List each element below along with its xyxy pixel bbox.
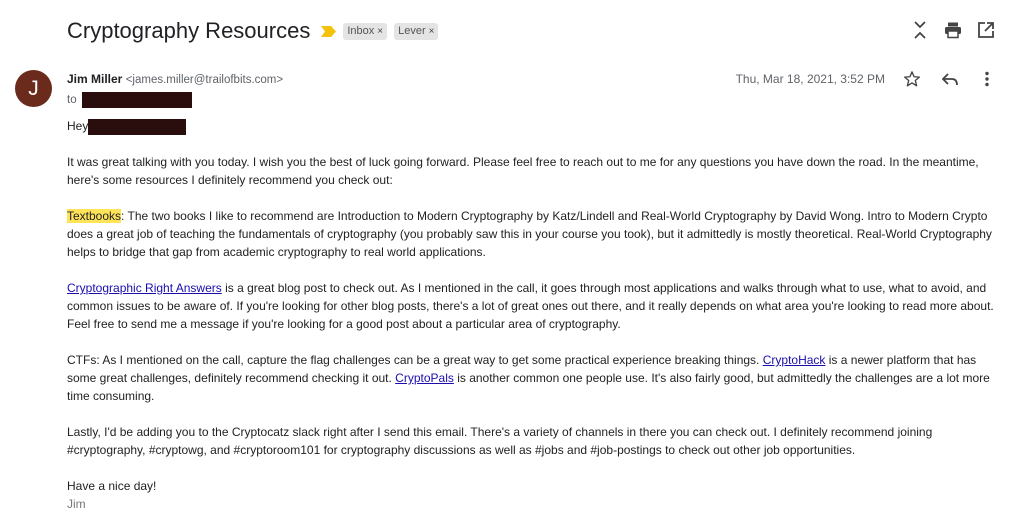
- open-new-window-button[interactable]: [976, 20, 996, 40]
- label-inbox-text: Inbox: [347, 24, 375, 37]
- unfold-less-icon: [912, 20, 928, 40]
- email-subject-row: [67, 17, 438, 45]
- sender-avatar[interactable]: J: [15, 70, 52, 107]
- email-date: Thu, Mar 18, 2021, 3:52 PM: [735, 72, 885, 86]
- more-vert-icon: [978, 70, 996, 88]
- remove-label-inbox-icon[interactable]: ×: [377, 25, 384, 37]
- link-cryptopals[interactable]: CryptoPals: [395, 371, 454, 385]
- reply-button[interactable]: [940, 69, 960, 89]
- paragraph-blog: [67, 279, 1003, 333]
- open-in-new-icon: [977, 21, 995, 39]
- paragraph-slack: Lastly, I'd be adding you to the Cryptocatz slack right after I send this email. There's a variety of channels in there you can check out. I definitely recommend joining #cryptography, #cryptowg, and #cryptoroom101 for cryptography discussions as well as #jobs and #job-postings to check out other job opportunities.: [67, 425, 933, 457]
- ctfs-text-a: CTFs: As I mentioned on the call, capture the flag challenges can be a great way to get some practical experience breaking things.: [67, 353, 763, 367]
- email-subject: Cryptography Resources: [67, 18, 311, 43]
- signature: Jim: [67, 497, 86, 511]
- star-icon: [903, 70, 921, 88]
- sender-email: <james.miller@trailofbits.com>: [125, 74, 284, 86]
- closing-line: Have a nice day!: [67, 479, 157, 493]
- redacted-name: [88, 119, 186, 135]
- sender-name[interactable]: Jim Miller: [67, 72, 123, 86]
- recipient-line[interactable]: [67, 92, 192, 108]
- recipient-prefix: to: [67, 94, 77, 107]
- redacted-recipient: [82, 92, 192, 108]
- ctfs-text-b: is a newer platform that has some great challenges, definitely recommend checking it out.: [67, 353, 977, 385]
- sender-info: [67, 72, 283, 86]
- greeting: Hey: [67, 119, 89, 133]
- label-inbox[interactable]: [343, 23, 387, 40]
- print-all-button[interactable]: [943, 20, 963, 40]
- paragraph-intro: It was great talking with you today. I wish you the best of luck going forward. Please feel free to reach out to me for any questions you have down the road. In the meantime, here's some resources I definitely recommend you check out:: [67, 155, 979, 187]
- highlighted-term: Textbooks: [67, 209, 122, 223]
- greeting-line: [67, 117, 1003, 135]
- label-lever[interactable]: [394, 23, 438, 40]
- ctfs-text-c: is another common one people use. It's also fairly good, but admittedly the challenges are a lot more time consuming.: [67, 371, 990, 403]
- link-cryptographic-right-answers[interactable]: Cryptographic Right Answers: [67, 281, 222, 295]
- collapse-all-button[interactable]: [910, 20, 930, 40]
- link-cryptohack[interactable]: CryptoHack: [762, 353, 826, 367]
- label-lever-text: Lever: [398, 24, 426, 37]
- paragraph-blog-text: is a great blog post to check out. As I mentioned in the call, it goes through most applications and walks through what to use, what to avoid, and common issues to be aware of. If you're looking for other blog posts, there's a lot of great ones out there, and it really depends on what area you're looking to read more about. Feel free to send me a message if you're looking for a good post about a particular area of cryptography.: [67, 281, 994, 331]
- star-button[interactable]: [902, 69, 922, 89]
- email-body: [67, 117, 1003, 513]
- more-options-button[interactable]: [977, 69, 997, 89]
- paragraph-ctfs: [67, 351, 1003, 405]
- reply-icon: [941, 70, 959, 88]
- paragraph-textbooks: [67, 207, 1003, 261]
- important-marker-icon[interactable]: [321, 26, 336, 37]
- print-icon: [944, 21, 962, 39]
- paragraph-textbooks-text: : The two books I like to recommend are Introduction to Modern Cryptography by Katz/Lindell and Real-World Cryptography by David Wong. Intro to Modern Crypto does a great job of teaching the fundamentals of cryptography (you probably saw this in your course you took), but it admittedly is mostly theoretical. Real-World Cryptography helps to bridge that gap from academic cryptography to real world applications.: [67, 209, 992, 259]
- remove-label-lever-icon[interactable]: ×: [428, 25, 435, 37]
